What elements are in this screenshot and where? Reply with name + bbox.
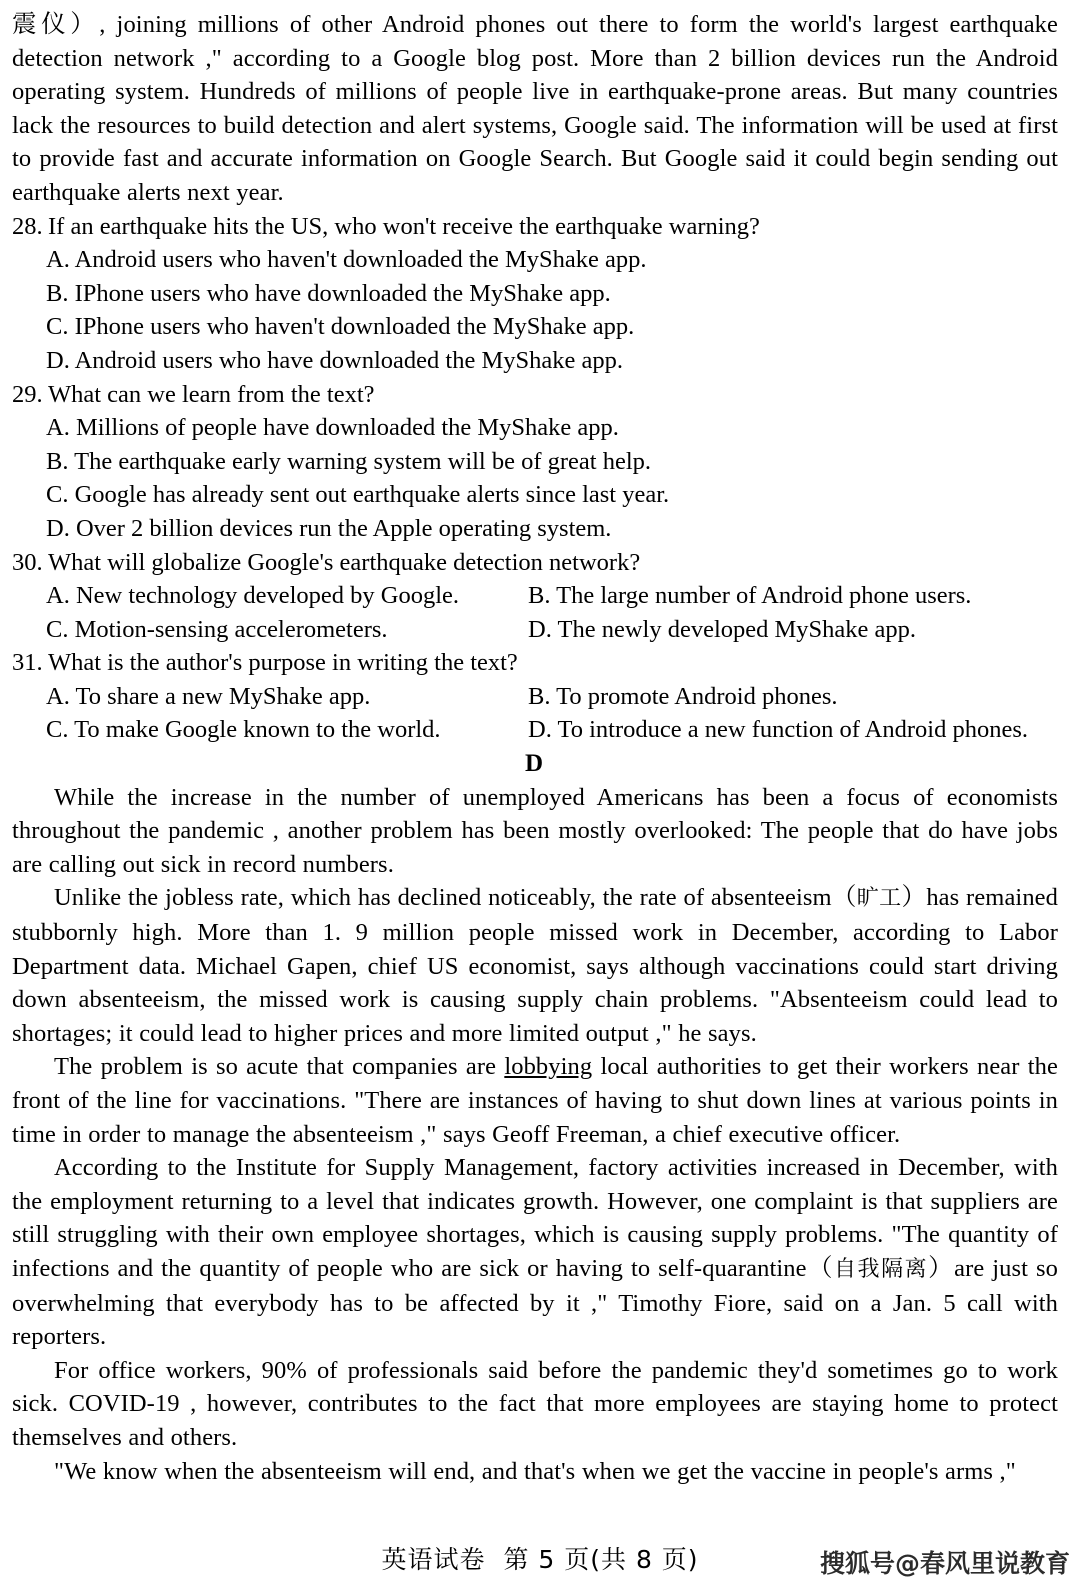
question-29 — [12, 378, 1058, 546]
p4-seg-3: ）are just so overwhelming that everybody has to be affected by it ," Timothy Fiore, said on a Jan. 5 call with reporters. — [12, 1254, 1059, 1351]
question-29-stem — [12, 378, 1058, 412]
question-28-option-b[interactable]: B. IPhone users who have downloaded the MyShake app. — [46, 279, 611, 307]
question-30-stem — [12, 546, 1058, 580]
p2-cjk-gloss: 旷工 — [856, 886, 902, 912]
question-28 — [12, 210, 1058, 378]
question-31-option-a[interactable]: A. To share a new MyShake app. — [46, 682, 371, 710]
section-letter-d: D — [524, 750, 544, 778]
section-d-paragraph-3 — [12, 1050, 1058, 1151]
question-31-option-c[interactable]: C. To make Google known to the world. — [46, 716, 441, 744]
footer-page-number: 第 5 页(共 8 页) — [503, 1545, 699, 1574]
question-30-option-d[interactable]: D. The newly developed MyShake app. — [528, 615, 917, 643]
passage-c-continuation: 震仪）, joining millions of other Android phones out there to form the world's largest earthquake detection network ," according to a Google blog post. More than 2 billion devices run the Android operating system. Hundreds of millions of people live in earthquake-prone areas. But many countries lack the resources to build detection and alert systems, Google said. The information will be used at first to provide fast and accurate information on Google Search. But Google said it could begin sending out earthquake alerts next year. — [12, 11, 1058, 206]
question-29-option-b[interactable]: B. The earthquake early warning system will be of great help. — [46, 447, 652, 475]
question-30-option-row-1 — [12, 579, 1058, 613]
question-31 — [12, 646, 1058, 747]
page-footer — [0, 1540, 1080, 1586]
question-29-option-d[interactable]: D. Over 2 billion devices run the Apple operating system. — [46, 514, 612, 542]
p4-seg-1: According to the Institute for Supply Management, factory activities increased in December, with the employment returning to a level that indicates growth. However, one complaint is that suppliers are still struggling with their own employee shortages, which is causing supply problems. "The quantity of infections and the quantity of people who are sick or having to self-quarantine（ — [12, 1154, 1058, 1282]
question-31-option-row-2 — [12, 713, 1058, 747]
question-30-option-row-2 — [12, 613, 1058, 647]
page-content — [12, 8, 1058, 1488]
section-d-paragraph-5: For office workers, 90% of professionals said before the pandemic they'd sometimes go to work sick. COVID-19 , however, contributes to the fact that more employees are staying home to protect themselves and others. — [12, 1356, 1058, 1451]
watermark-text: 搜狐号@春风里说教育 — [819, 1549, 1070, 1578]
p4-cjk-gloss: 自我隔离 — [834, 1256, 929, 1282]
question-31-option-b[interactable]: B. To promote Android phones. — [528, 682, 838, 710]
question-31-number: 31. — [12, 649, 43, 677]
question-28-number: 28. — [12, 212, 43, 240]
question-29-text: What can we learn from the text? — [48, 380, 375, 408]
question-31-option-d[interactable]: D. To introduce a new function of Android phones. — [528, 716, 1028, 744]
footer-subject: 英语试卷 — [381, 1545, 486, 1574]
question-28-text: If an earthquake hits the US, who won't receive the earthquake warning? — [48, 212, 760, 240]
question-29-option-a[interactable]: A. Millions of people have downloaded the MyShake app. — [46, 414, 619, 442]
question-30-option-b[interactable]: B. The large number of Android phone users. — [528, 582, 972, 610]
question-29-number: 29. — [12, 380, 43, 408]
section-d-paragraph-6: "We know when the absenteeism will end, and that's when we get the vaccine in people's arms ," — [54, 1457, 1016, 1485]
question-28-option-a[interactable]: A. Android users who haven't downloaded the MyShake app. — [46, 246, 647, 274]
question-30-option-c[interactable]: C. Motion-sensing accelerometers. — [46, 615, 388, 643]
p3-seg-3: local authorities to get their workers near the front of the line for vaccinations. "There are instances of having to shut down lines at various points in time in order to manage the absenteeism ," says Geoff Freeman, a chief executive officer. — [12, 1053, 1058, 1148]
question-30-option-a[interactable]: A. New technology developed by Google. — [46, 582, 459, 610]
question-31-option-row-1 — [12, 680, 1058, 714]
question-30-number: 30. — [12, 548, 43, 576]
section-d-paragraph-1: While the increase in the number of unemployed Americans has been a focus of economists throughout the pandemic , another problem has been mostly overlooked: The people that do have jobs are calling out sick in record numbers. — [12, 783, 1058, 878]
question-31-stem — [12, 646, 1058, 680]
p3-seg-1: The problem is so acute that companies are — [54, 1053, 505, 1081]
p2-seg-1: Unlike the jobless rate, which has declined noticeably, the rate of absenteeism（ — [54, 884, 857, 912]
question-28-option-c[interactable]: C. IPhone users who haven't downloaded the MyShake app. — [46, 313, 635, 341]
question-29-option-c[interactable]: C. Google has already sent out earthquake alerts since last year. — [46, 481, 670, 509]
lobbying-underlined-word: lobbying — [504, 1053, 593, 1081]
question-28-option-d[interactable]: D. Android users who have downloaded the MyShake app. — [46, 346, 624, 374]
p2-seg-3: ）has remained stubbornly high. More than 1. 9 million people missed work in December, according to Labor Department data. Michael Gapen, chief US economist, says although vaccinations could start driving down absenteeism, the missed work is causing supply chain problems. "Absenteeism could lead to shortages; it could lead to higher prices and more limited output ," he says. — [12, 884, 1059, 1047]
section-d-paragraph-4 — [12, 1151, 1058, 1354]
question-30 — [12, 546, 1058, 647]
section-d-paragraph-2 — [12, 881, 1058, 1050]
question-28-stem — [12, 210, 1058, 244]
question-31-text: What is the author's purpose in writing the text? — [48, 649, 518, 677]
question-30-text: What will globalize Google's earthquake detection network? — [48, 548, 641, 576]
